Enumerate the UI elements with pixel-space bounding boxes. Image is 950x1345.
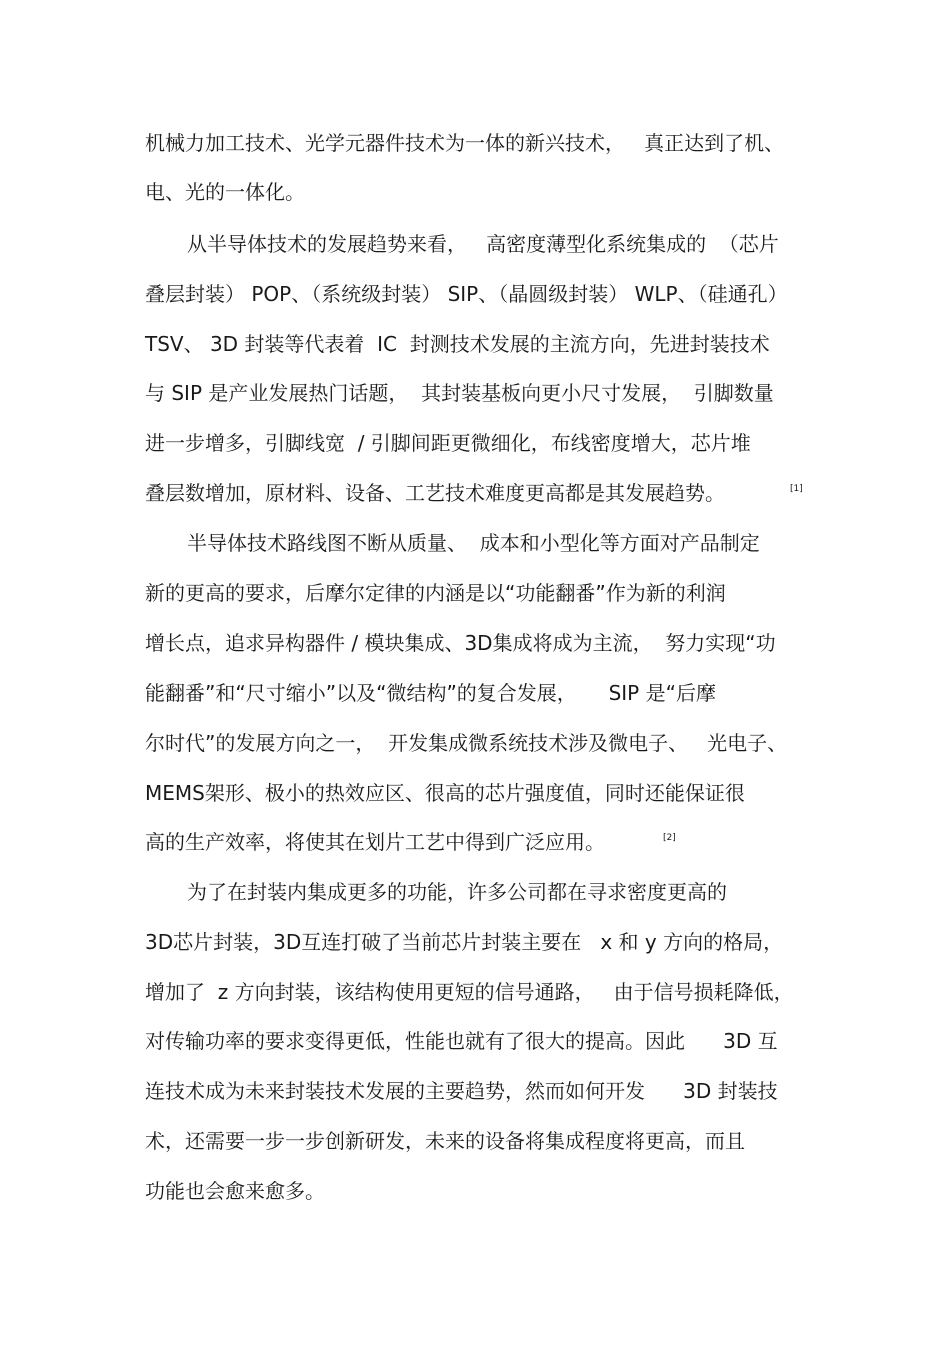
citation-marker: [2]	[663, 833, 676, 843]
text-line	[145, 680, 716, 706]
text-line	[145, 829, 676, 855]
text-line	[187, 879, 727, 905]
line-text: 新的更高的要求，后摩尔定律的内涵是以“功能翻番”作为新的利润	[145, 581, 726, 605]
text-line	[145, 430, 751, 456]
line-text: 3D芯片封装，3D互连打破了当前芯片封装主要在 x 和 y 方向的格局，	[145, 930, 784, 954]
line-text: 能翻番”和“尺寸缩小”以及“微结构”的复合发展， SIP 是“后摩	[145, 681, 716, 705]
line-text: 机械力加工技术、光学元器件技术为一体的新兴技术， 真正达到了机、	[145, 131, 785, 155]
line-text: 叠层数增加，原材料、设备、工艺技术难度更高都是其发展趋势。	[145, 481, 725, 505]
text-line	[145, 580, 726, 606]
text-line	[145, 979, 794, 1005]
text-line	[145, 480, 803, 506]
line-text: 增长点，追求异构器件 / 模块集成、3D集成将成为主流， 努力实现“功	[145, 631, 776, 655]
text-line	[145, 331, 770, 357]
line-text: 叠层封装） POP、（系统级封装） SIP、（晶圆级封装） WLP、（硅通孔）	[145, 282, 788, 306]
line-text: 尔时代”的发展方向之一， 开发集成微系统技术涉及微电子、 光电子、	[145, 731, 788, 755]
line-text: 半导体技术路线图不断从质量、 成本和小型化等方面对产品制定	[187, 531, 760, 555]
citation-marker: [1]	[790, 484, 803, 494]
text-line	[145, 929, 783, 955]
line-text: 电、光的一体化。	[145, 180, 305, 204]
text-line	[145, 630, 776, 656]
text-line	[145, 730, 787, 756]
line-text: 连技术成为未来封装技术发展的主要趋势，然而如何开发 3D 封装技	[145, 1079, 778, 1103]
text-line	[187, 530, 760, 556]
line-text: 与 SIP 是产业发展热门话题， 其封装基板向更小尺寸发展， 引脚数量	[145, 381, 774, 405]
text-line	[145, 179, 305, 205]
line-text: 功能也会愈来愈多。	[145, 1179, 325, 1203]
text-line	[145, 281, 788, 307]
text-line	[145, 1178, 325, 1204]
text-line	[145, 1128, 745, 1154]
text-line	[145, 1078, 778, 1104]
line-text: TSV、 3D 封装等代表着 IC 封测技术发展的主流方向，先进封装技术	[145, 332, 770, 356]
line-text: 从半导体技术的发展趋势来看， 高密度薄型化系统集成的 （芯片	[187, 232, 779, 256]
line-text: MEMS架形、极小的热效应区、很高的芯片强度值，同时还能保证很	[145, 781, 745, 805]
line-text: 增加了 z 方向封装，该结构使用更短的信号通路， 由于信号损耗降低，	[145, 980, 794, 1004]
text-line	[145, 380, 774, 406]
line-text: 对传输功率的要求变得更低，性能也就有了很大的提高。因此 3D 互	[145, 1029, 778, 1053]
line-text: 为了在封装内集成更多的功能，许多公司都在寻求密度更高的	[187, 880, 727, 904]
line-text: 术，还需要一步一步创新研发，未来的设备将集成程度将更高，而且	[145, 1129, 745, 1153]
text-line	[145, 1028, 778, 1054]
text-line	[145, 780, 745, 806]
line-text: 进一步增多，引脚线宽 / 引脚间距更微细化，布线密度增大，芯片堆	[145, 431, 751, 455]
line-text: 高的生产效率，将使其在划片工艺中得到广泛应用。	[145, 830, 605, 854]
text-line	[187, 231, 779, 257]
text-line	[145, 130, 784, 156]
